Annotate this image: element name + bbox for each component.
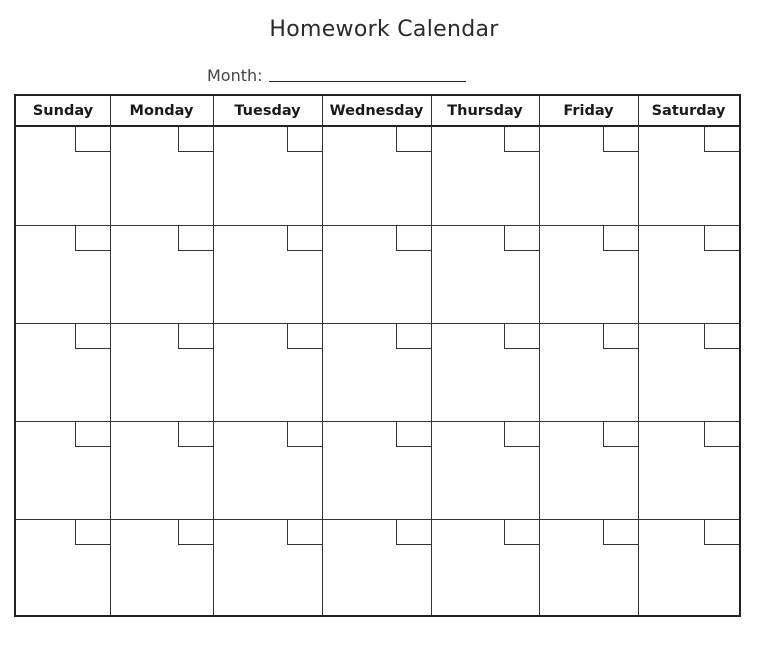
day-cell[interactable] (16, 226, 110, 323)
date-number-box[interactable] (75, 422, 110, 447)
day-header-monday: Monday (129, 102, 194, 119)
date-number-box[interactable] (603, 520, 638, 545)
day-cell[interactable] (323, 127, 431, 225)
date-number-box[interactable] (603, 324, 638, 349)
day-cell[interactable] (214, 226, 322, 323)
day-header-friday: Friday (563, 102, 614, 119)
month-field-row (207, 61, 466, 85)
day-cell[interactable] (111, 127, 213, 225)
date-number-box[interactable] (287, 422, 322, 447)
date-number-box[interactable] (287, 324, 322, 349)
day-cell[interactable] (16, 324, 110, 421)
date-number-box[interactable] (396, 127, 431, 152)
date-number-box[interactable] (603, 226, 638, 251)
day-cell[interactable] (323, 226, 431, 323)
date-number-box[interactable] (178, 324, 213, 349)
date-number-box[interactable] (504, 127, 539, 152)
date-number-box[interactable] (178, 226, 213, 251)
date-number-box[interactable] (396, 324, 431, 349)
day-cell[interactable] (639, 520, 739, 615)
month-input-line[interactable] (269, 81, 466, 82)
date-number-box[interactable] (704, 422, 739, 447)
day-cell[interactable] (432, 127, 539, 225)
date-number-box[interactable] (504, 422, 539, 447)
date-number-box[interactable] (704, 520, 739, 545)
day-header-tuesday: Tuesday (234, 102, 301, 119)
day-cell[interactable] (639, 127, 739, 225)
day-cell[interactable] (111, 324, 213, 421)
date-number-box[interactable] (178, 127, 213, 152)
date-number-box[interactable] (396, 520, 431, 545)
day-header-thursday: Thursday (447, 102, 523, 119)
day-cell[interactable] (540, 127, 638, 225)
date-number-box[interactable] (603, 422, 638, 447)
month-label: Month: (207, 66, 263, 85)
day-cell[interactable] (16, 422, 110, 519)
date-number-box[interactable] (287, 226, 322, 251)
date-number-box[interactable] (704, 324, 739, 349)
day-cell[interactable] (214, 324, 322, 421)
day-cell[interactable] (16, 127, 110, 225)
day-cell[interactable] (323, 422, 431, 519)
day-cell[interactable] (540, 226, 638, 323)
date-number-box[interactable] (396, 422, 431, 447)
date-number-box[interactable] (178, 520, 213, 545)
day-cell[interactable] (432, 226, 539, 323)
page-title: Homework Calendar (269, 17, 499, 42)
date-number-box[interactable] (504, 324, 539, 349)
calendar-grid (14, 94, 741, 617)
weekday-header-row (16, 96, 739, 127)
date-number-box[interactable] (75, 324, 110, 349)
day-cell[interactable] (639, 226, 739, 323)
day-cell[interactable] (639, 422, 739, 519)
date-number-box[interactable] (704, 127, 739, 152)
day-header-wednesday: Wednesday (329, 102, 424, 119)
day-cell[interactable] (540, 324, 638, 421)
day-cell[interactable] (432, 324, 539, 421)
day-cell[interactable] (323, 520, 431, 615)
day-cell[interactable] (111, 520, 213, 615)
day-header-saturday: Saturday (651, 102, 726, 119)
date-number-box[interactable] (504, 520, 539, 545)
date-number-box[interactable] (75, 520, 110, 545)
day-cell[interactable] (214, 127, 322, 225)
date-number-box[interactable] (75, 226, 110, 251)
date-number-box[interactable] (396, 226, 431, 251)
date-number-box[interactable] (287, 127, 322, 152)
date-number-box[interactable] (603, 127, 638, 152)
day-cell[interactable] (214, 520, 322, 615)
day-cell[interactable] (540, 422, 638, 519)
day-header-sunday: Sunday (32, 102, 94, 119)
date-number-box[interactable] (504, 226, 539, 251)
day-cell[interactable] (111, 422, 213, 519)
date-number-box[interactable] (287, 520, 322, 545)
day-cell[interactable] (323, 324, 431, 421)
day-cell[interactable] (432, 520, 539, 615)
date-number-box[interactable] (75, 127, 110, 152)
day-cell[interactable] (540, 520, 638, 615)
day-cell[interactable] (432, 422, 539, 519)
date-number-box[interactable] (704, 226, 739, 251)
day-cell[interactable] (639, 324, 739, 421)
date-number-box[interactable] (178, 422, 213, 447)
day-cell[interactable] (111, 226, 213, 323)
day-cell[interactable] (16, 520, 110, 615)
day-cell[interactable] (214, 422, 322, 519)
